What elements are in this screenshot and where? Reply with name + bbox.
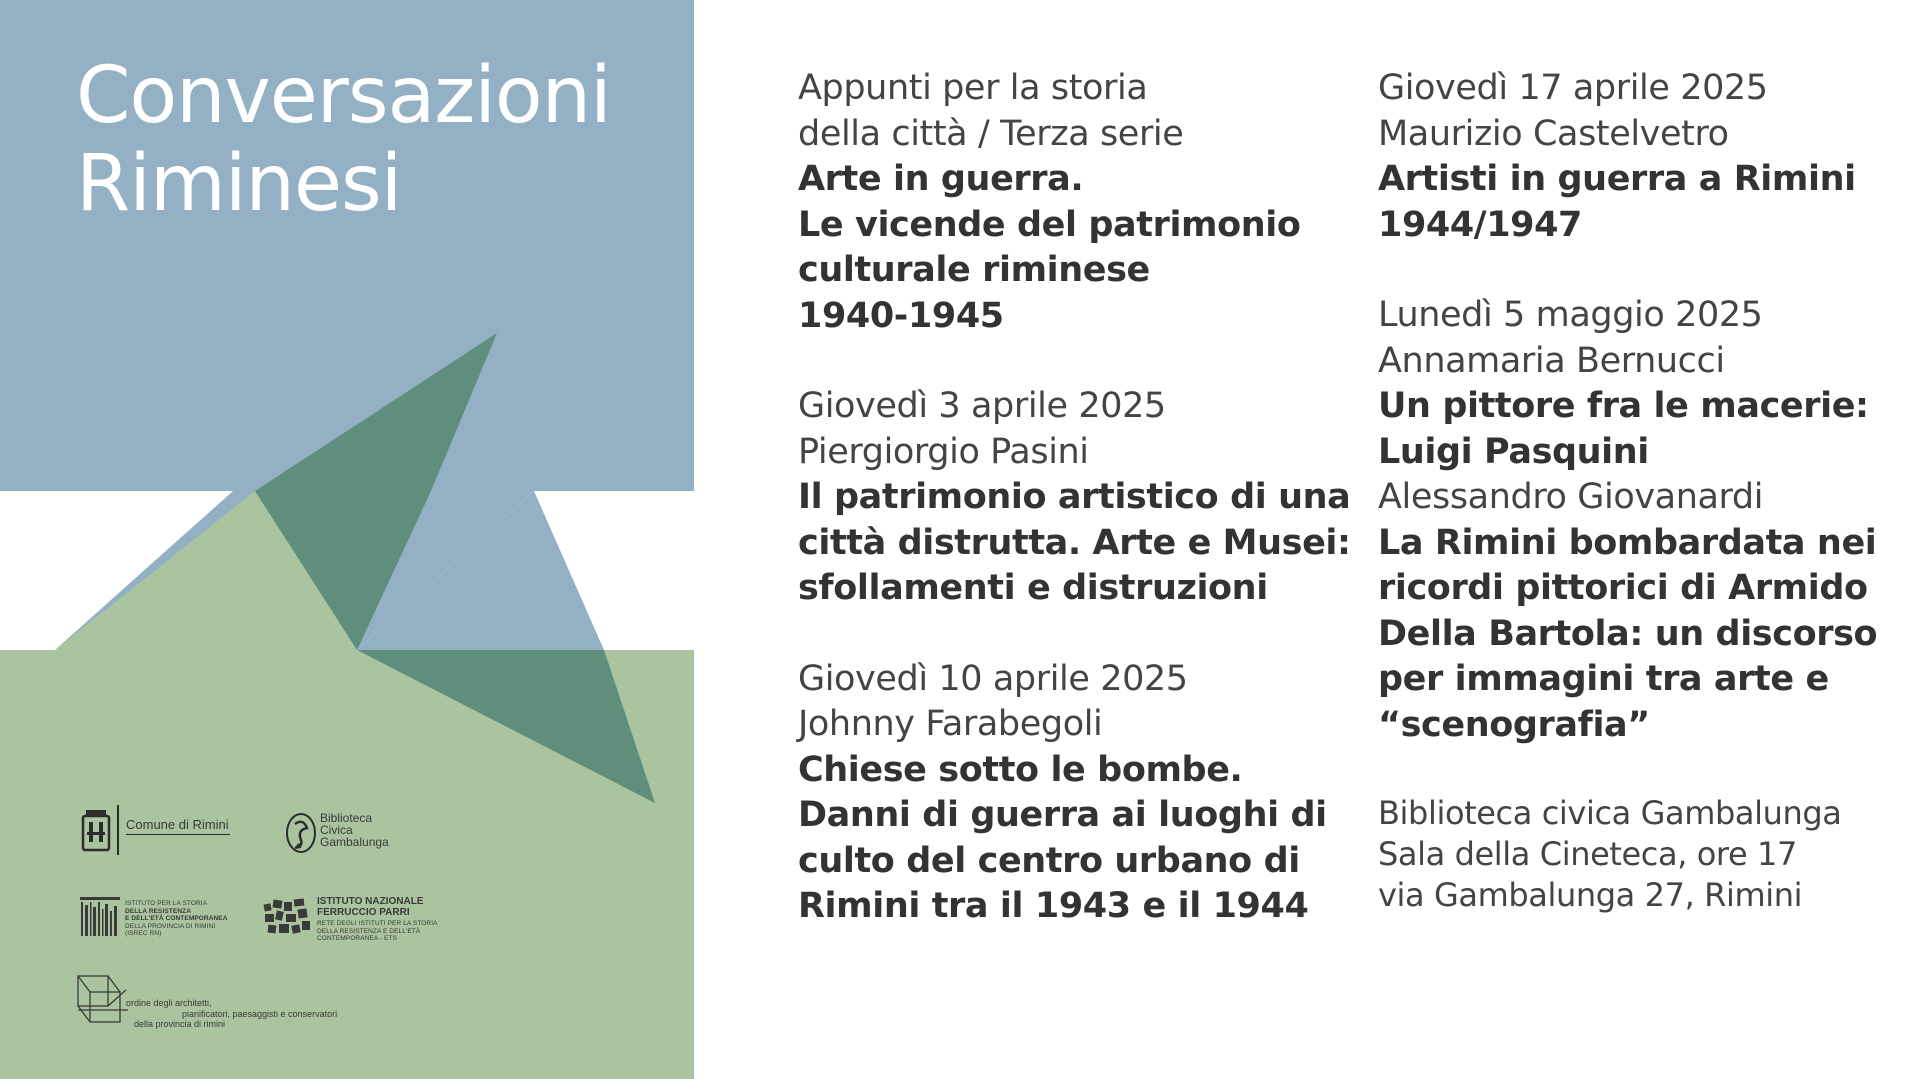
event-second-talk-title-line: Della Bartola: un discorso <box>1378 613 1878 654</box>
series-theme-line-2: Le vicende del patrimonio <box>798 204 1301 245</box>
event-item <box>1378 66 1898 248</box>
architects-cube-logo-icon <box>76 974 130 1026</box>
isrec-line-2: DELLA RESISTENZA <box>125 907 191 915</box>
event-date: Giovedì 3 aprile 2025 <box>798 386 1166 426</box>
program-column-right <box>1378 66 1898 916</box>
event-speaker: Piergiorgio Pasini <box>798 431 1089 472</box>
event-second-speaker: Alessandro Giovanardi <box>1378 477 1764 517</box>
event-second-talk-title-line: ricordi pittorici di Armido <box>1378 568 1868 608</box>
parri-line-1: ISTITUTO NAZIONALE <box>317 896 424 907</box>
iser-barcode-logo-icon <box>80 897 120 937</box>
parri-sub-line-2: DELLA RESISTENZA E DELL'ETÀ <box>317 927 421 935</box>
comune-logo-divider <box>117 805 119 855</box>
series-subtitle-line-1: Appunti per la storia <box>798 68 1148 108</box>
title-line-1: Conversazioni <box>76 51 611 141</box>
event-second-talk-title-line: “scenografia” <box>1378 704 1650 745</box>
event-talk-title-line: Chiese sotto le bombe. <box>798 749 1243 790</box>
event-date: Giovedì 17 aprile 2025 <box>1378 68 1768 108</box>
event-speaker: Johnny Farabegoli <box>798 704 1103 744</box>
series-theme-line-3: culturale riminese <box>798 250 1150 290</box>
event-second-talk-title-line: La Rimini bombardata nei <box>1378 522 1877 563</box>
event-talk-title-line: culto del centro urbano di <box>798 840 1300 881</box>
architetti-logo-text <box>126 998 337 1030</box>
event-talk-title-line: Danni di guerra ai luoghi di <box>798 795 1327 835</box>
venue-room-time: Sala della Cineteca, ore 17 <box>1378 835 1797 873</box>
series-theme-line-4: 1940-1945 <box>798 295 1004 336</box>
biblioteca-logo-text <box>320 812 389 848</box>
parri-mosaic-logo-icon <box>262 898 312 938</box>
parri-sub-line-1: RETE DEGLI ISTITUTI PER LA STORIA <box>317 920 438 927</box>
event-second-talk-title-line: per immagini tra arte e <box>1378 659 1829 699</box>
biblioteca-line-1: Biblioteca <box>320 811 373 825</box>
architetti-line-3: della provincia di rimini <box>134 1019 226 1029</box>
biblioteca-line-3: Gambalunga <box>320 835 389 849</box>
biblioteca-line-2: Civica <box>320 823 353 837</box>
event-talk-title-line: Rimini tra il 1943 e il 1944 <box>798 886 1309 926</box>
parri-logo-text <box>317 896 438 943</box>
comune-underline <box>126 834 230 835</box>
architetti-line-2: pianificatori, paesaggisti e conservatori <box>182 1008 338 1019</box>
event-item <box>798 384 1351 612</box>
event-item <box>1378 293 1898 748</box>
title-line-2: Riminesi <box>76 139 402 229</box>
parri-line-2: FERRUCCIO PARRI <box>317 907 410 918</box>
venue-info <box>1378 793 1898 916</box>
isrec-logo-text <box>125 900 228 938</box>
event-talk-title-line: Luigi Pasquini <box>1378 431 1649 472</box>
left-graphic-panel <box>0 0 694 1079</box>
event-series-title <box>76 52 611 228</box>
event-talk-title-line: Artisti in guerra a Rimini <box>1378 159 1856 199</box>
event-talk-title-line: Un pittore fra le macerie: <box>1378 386 1869 426</box>
event-talk-title-line: sfollamenti e distruzioni <box>798 568 1268 608</box>
comune-di-rimini-label: Comune di Rimini <box>126 817 229 832</box>
series-theme-line-1: Arte in guerra. <box>798 159 1084 199</box>
event-item <box>798 657 1327 930</box>
event-date: Giovedì 10 aprile 2025 <box>798 658 1188 699</box>
program-column-left <box>798 66 1351 975</box>
coat-of-arms-icon <box>80 806 112 856</box>
parri-subtext <box>317 920 438 943</box>
event-speaker: Annamaria Bernucci <box>1378 340 1725 381</box>
event-speaker: Maurizio Castelvetro <box>1378 113 1729 154</box>
series-intro <box>798 66 1318 339</box>
event-date: Lunedì 5 maggio 2025 <box>1378 295 1763 335</box>
parri-sub-line-3: CONTEMPORANEA - ETS <box>317 935 397 942</box>
isrec-line-4: DELLA PROVINCIA DI RIMINI <box>125 922 216 930</box>
event-talk-title-line: Il patrimonio artistico di una <box>798 477 1351 517</box>
venue-name: Biblioteca civica Gambalunga <box>1378 794 1842 832</box>
series-subtitle-line-2: della città / Terza serie <box>798 113 1184 154</box>
isrec-line-5: (ISREC RN) <box>125 930 162 937</box>
event-talk-title-line: 1944/1947 <box>1378 204 1583 245</box>
biblioteca-gambalunga-logo-icon <box>285 812 317 854</box>
isrec-line-1: ISTITUTO PER LA STORIA <box>125 900 208 907</box>
architetti-line-1: ordine degli architetti, <box>126 998 212 1008</box>
event-talk-title-line: città distrutta. Arte e Musei: <box>798 522 1351 563</box>
isrec-line-3: E DELL'ETÀ CONTEMPORANEA <box>125 915 228 922</box>
venue-address: via Gambalunga 27, Rimini <box>1378 876 1803 914</box>
